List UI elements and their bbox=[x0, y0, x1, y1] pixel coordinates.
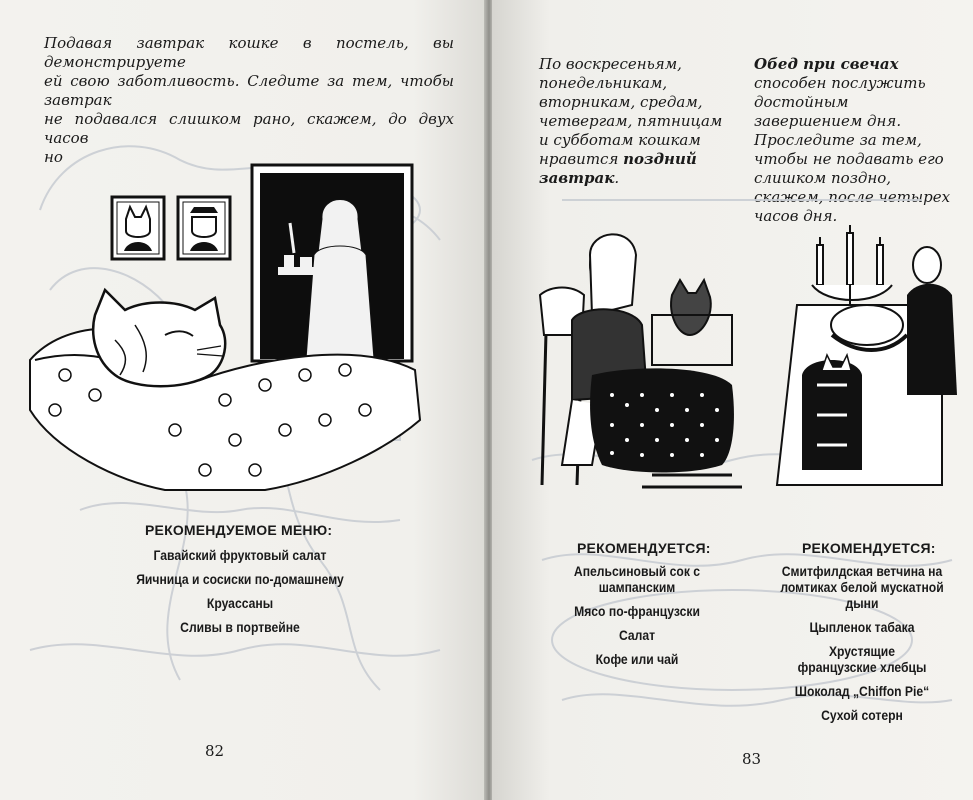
left-intro-line-1: Подавая завтрак кошке в постель, вы демонстрируете bbox=[44, 34, 454, 71]
left-page bbox=[0, 0, 486, 800]
right-intro-2-text: способен послужить достойным завершением дня. Проследите за тем, чтобы не подавать его слишком поздно, скажем, после четырех часов дня. bbox=[754, 74, 951, 225]
woman-and-cat-at-breakfast-illustration bbox=[532, 225, 742, 500]
right-page-number: 83 bbox=[742, 750, 762, 768]
candlelight-dinner-illustration bbox=[767, 225, 962, 490]
right-intro-1-end: . bbox=[614, 169, 620, 187]
right-menu-item: Сухой сотерн bbox=[821, 708, 903, 723]
right-page bbox=[492, 0, 973, 800]
left-menu-item: Круассаны bbox=[206, 596, 274, 611]
right-menu-item: Салат bbox=[618, 628, 656, 643]
cat-in-bed-illustration bbox=[25, 280, 425, 495]
left-menu-item: Сливы в портвейне bbox=[180, 620, 300, 635]
right-menu-item: Шоколад „Chiffon Pie“ bbox=[794, 684, 930, 699]
left-intro-line-3: не подавался слишком рано, скажем, до двух часов bbox=[44, 110, 454, 147]
left-page-number: 82 bbox=[205, 742, 225, 760]
right-intro-column-1 bbox=[539, 55, 729, 188]
framed-cat-portraits-illustration bbox=[110, 195, 235, 265]
right-menu-title-1: РЕКОМЕНДУЕТСЯ: bbox=[577, 540, 711, 556]
left-intro-line-2: ей свою заботливость. Следите за тем, чтобы завтрак bbox=[44, 72, 454, 109]
right-menu-item: Мясо по-французски bbox=[574, 604, 700, 619]
right-menu-item: Хрустящие французские хлебцы bbox=[797, 644, 927, 675]
right-menu-item: Апельсиновый сок с шампанским bbox=[573, 564, 701, 595]
right-menu-item: Цыпленок табака bbox=[809, 620, 915, 635]
right-intro-2-bold: Обед при свечах bbox=[754, 55, 899, 73]
right-intro-1-bold: поздний завтрак bbox=[539, 150, 697, 187]
right-menu-list-2 bbox=[772, 564, 952, 732]
left-menu-list bbox=[105, 548, 375, 644]
left-menu-item: Яичница и сосиски по-домашнему bbox=[136, 572, 344, 587]
left-intro-line-4: но bbox=[44, 148, 63, 166]
right-intro-1-text: По воскресеньям, понедельникам, вторникам, средам, четвергам, пятницам и субботам кошкам нравится bbox=[539, 55, 723, 168]
right-menu-item: Кофе или чай bbox=[595, 652, 679, 667]
left-menu-title: РЕКОМЕНДУЕМОЕ МЕНЮ: bbox=[145, 522, 333, 538]
left-menu-item: Гавайский фруктовый салат bbox=[153, 548, 327, 563]
right-menu-item: Смитфилдская ветчина на ломтиках белой мускатной дыни bbox=[780, 564, 944, 611]
right-menu-list-1 bbox=[543, 564, 732, 676]
right-menu-title-2: РЕКОМЕНДУЕТСЯ: bbox=[802, 540, 936, 556]
